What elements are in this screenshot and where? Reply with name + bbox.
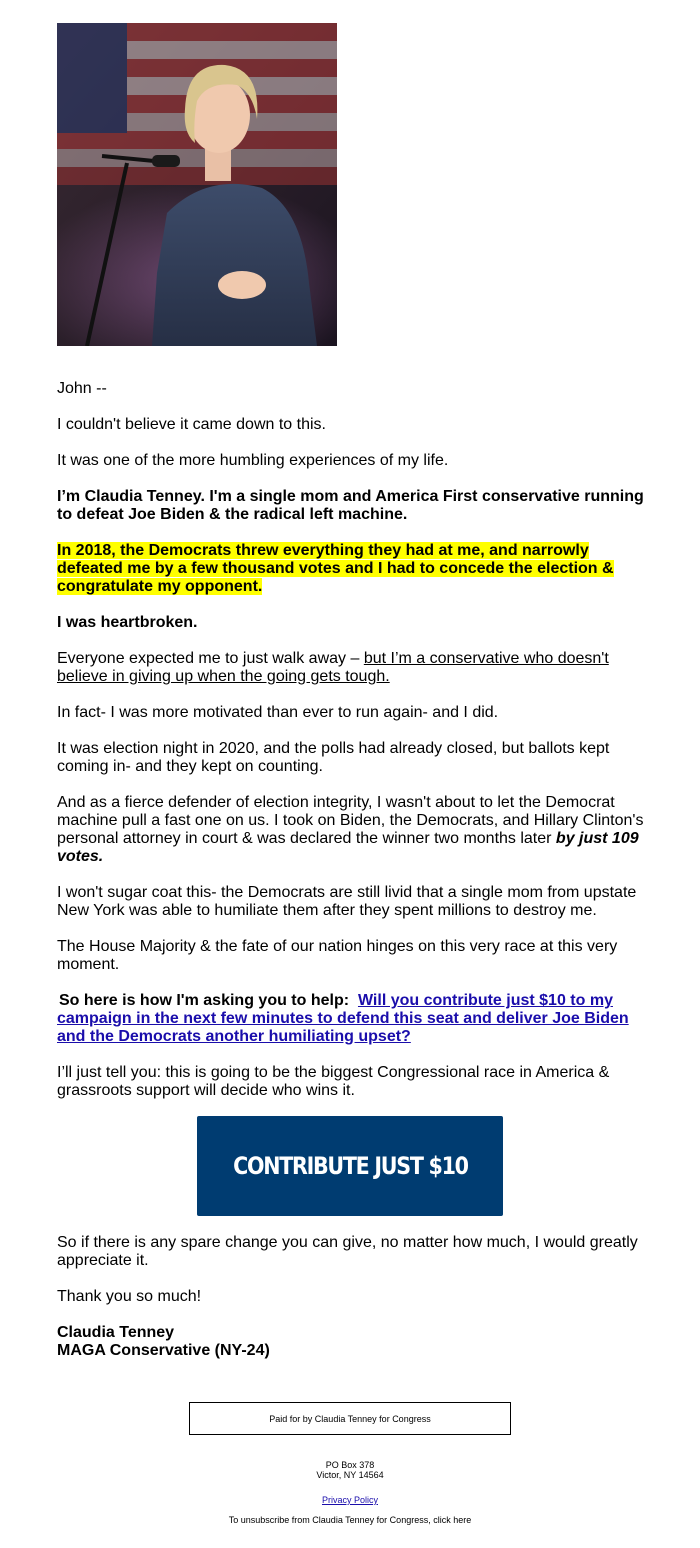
contribute-button[interactable]	[197, 1116, 503, 1216]
paragraph: So if there is any spare change you can give, no matter how much, I would greatly appreciate it.	[57, 1234, 638, 1269]
speaker-at-podium-image	[57, 23, 337, 346]
ask-paragraph	[57, 992, 647, 1046]
highlighted-text: In 2018, the Democrats threw everything they had at me, and narrowly defeated me by a few thousand votes and I had to concede the election & congratulate my opponent.	[57, 542, 614, 595]
paragraph-text: And as a fierce defender of election integrity, I wasn't about to let the Democrat machine pull a fast one on us. I took on Biden, the Democrats, and Hillary Clinton's personal attorney in court & was declared the winner two months later	[57, 794, 644, 847]
highlighted-paragraph	[57, 542, 647, 596]
paragraph	[57, 650, 647, 686]
paragraph: I was heartbroken.	[57, 614, 198, 631]
address-line-1: PO Box 378	[325, 1460, 375, 1470]
paragraph: I couldn't believe it came down to this.	[57, 416, 326, 433]
paragraph	[57, 794, 647, 866]
privacy-row	[0, 1495, 700, 1505]
intro-paragraph: I’m Claudia Tenney. I'm a single mom and America First conservative running to defeat Joe Biden & the radical left machine.	[57, 488, 644, 523]
hero-photo	[57, 23, 337, 346]
paragraph: In fact- I was more motivated than ever to run again- and I did.	[57, 704, 499, 721]
underlined-text: but I’m a conservative who doesn't believe in giving up when the going gets tough.	[57, 650, 609, 685]
signature-name: Claudia Tenney	[57, 1324, 175, 1341]
paragraph: The House Majority & the fate of our nation hinges on this very race at this very moment.	[57, 938, 618, 973]
signature-title: MAGA Conservative (NY-24)	[57, 1342, 270, 1359]
paragraph: It was one of the more humbling experiences of my life.	[57, 452, 449, 469]
paragraph: I won't sugar coat this- the Democrats are still livid that a single mom from upstate New York was able to humiliate them after they spent millions to destroy me.	[57, 884, 637, 919]
contribute-button-label: CONTRIBUTE JUST $10	[232, 1152, 468, 1180]
paragraph-text: Everyone expected me to just walk away –	[57, 650, 364, 667]
privacy-policy-link[interactable]: Privacy Policy	[321, 1495, 378, 1505]
paragraph: Thank you so much!	[57, 1288, 202, 1305]
contribute-link[interactable]: Will you contribute just $10 to my campaign in the next few minutes to defend this seat and deliver Joe Biden and the Democrats another humiliating upset?	[57, 992, 629, 1045]
ask-lead: So here is how I'm asking you to help:	[59, 992, 350, 1009]
greeting: John --	[57, 380, 107, 397]
paid-for-text: Paid for by Claudia Tenney for Congress	[269, 1413, 431, 1424]
paragraph: It was election night in 2020, and the polls had already closed, but ballots kept coming in- and they kept on counting.	[57, 740, 610, 775]
paragraph: I’ll just tell you: this is going to be the biggest Congressional race in America & grassroots support will decide who wins it.	[57, 1064, 610, 1099]
paid-for-disclaimer	[189, 1402, 511, 1435]
address-line-2: Victor, NY 14564	[316, 1470, 384, 1480]
unsubscribe-link[interactable]: To unsubscribe from Claudia Tenney for Congress, click here	[228, 1515, 472, 1525]
emphasis-text: by just 109 votes.	[57, 830, 639, 865]
